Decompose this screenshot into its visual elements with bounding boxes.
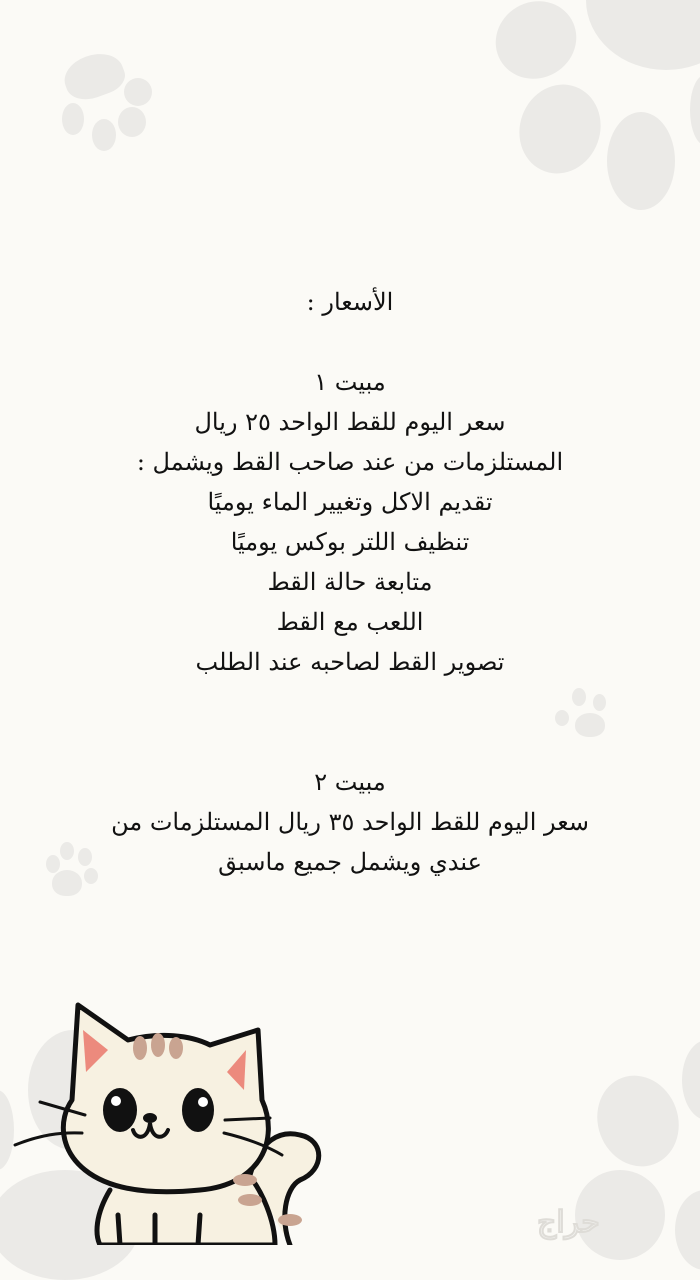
prices-heading: الأسعار : xyxy=(306,288,394,316)
option1-price: سعر اليوم للقط الواحد ٢٥ ريال xyxy=(194,408,506,436)
option1-supplies: المستلزمات من عند صاحب القط ويشمل : xyxy=(136,448,564,476)
haraj-watermark: حراج xyxy=(537,1205,600,1240)
option1-title: مبيت ١ xyxy=(314,368,386,396)
option2-line: عندي ويشمل جميع ماسبق xyxy=(218,848,482,876)
cartoon-cat-illustration xyxy=(0,990,340,1245)
service-item: اللعب مع القط xyxy=(276,608,424,636)
service-item: تنظيف اللتر بوكس يوميًا xyxy=(230,528,470,556)
option2-title: مبيت ٢ xyxy=(314,768,386,796)
service-item: تصوير القط لصاحبه عند الطلب xyxy=(195,648,505,676)
service-item: متابعة حالة القط xyxy=(267,568,433,596)
service-item: تقديم الاكل وتغيير الماء يوميًا xyxy=(207,488,493,516)
option2-line: سعر اليوم للقط الواحد ٣٥ ريال المستلزمات من xyxy=(111,808,589,836)
